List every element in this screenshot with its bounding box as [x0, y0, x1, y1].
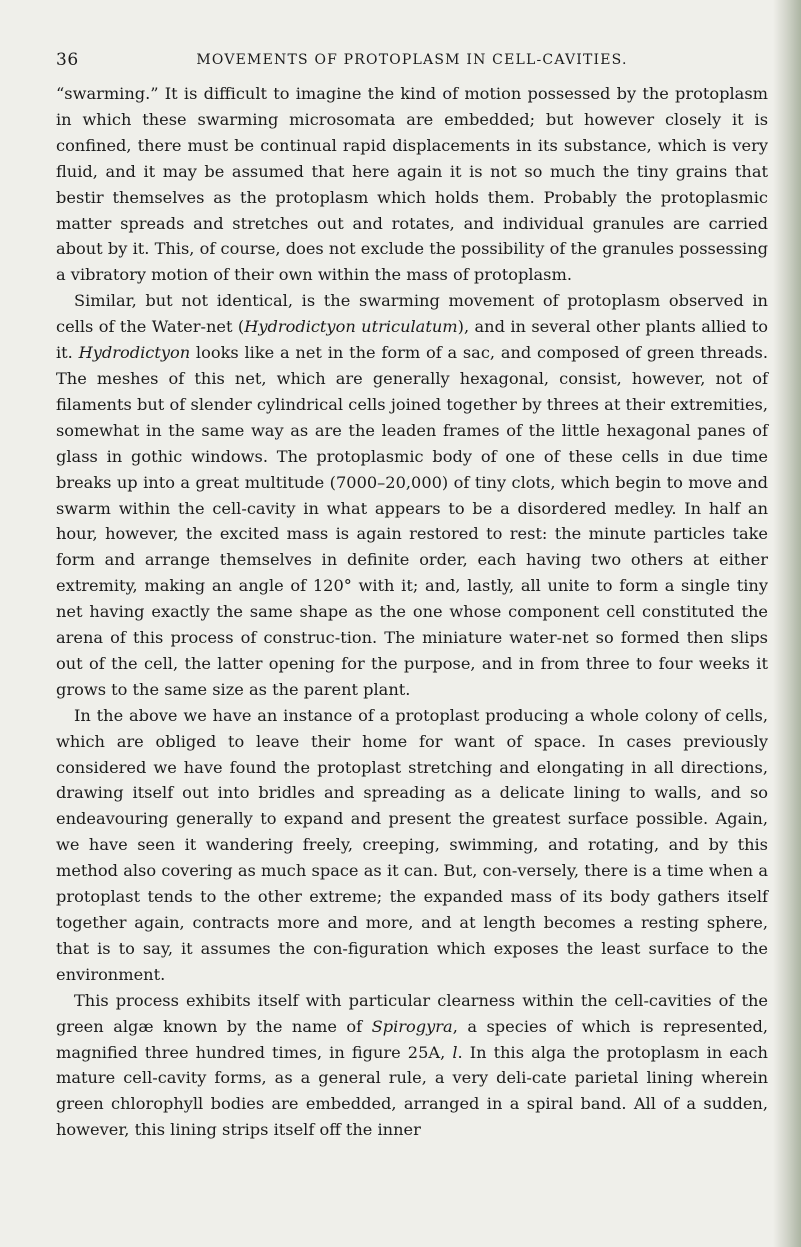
italic-text: Hydrodictyon	[78, 343, 191, 363]
page-number: 36	[56, 50, 79, 70]
running-title: MOVEMENTS OF PROTOPLASM IN CELL-CAVITIES.	[196, 52, 628, 68]
italic-text: Hydrodictyon utriculatum	[244, 317, 458, 337]
page-header	[56, 50, 768, 74]
text-run: A	[428, 1042, 441, 1062]
text-run: This process exhibits itself with particular clearness within the cell-cavities of the green algæ known by the name of	[56, 990, 768, 1036]
text-run: looks like a net in the form of a sac, and composed of green threads. The meshes of this net, which are generally hexagonal, consist, however, not of filaments but of slender cylindrical cells joined together by threes at their extremities, somewhat in the same way as are the leaden frames of the little hexagonal panes of glass in gothic windows. The protoplasmic body of one of these cells in due time breaks up into a great multitude (7000–20,000) of tiny clots, which begin to move and swarm within the cell-cavity in what appears to be a disordered medley. In half an hour, however, the excited mass is again restored to rest: the minute particles take form and arrange themselves in definite order, each having two others at either extremity, making an angle of 120° with it; and, lastly, all unite to form a single tiny net having exactly the same shape as the one whose component cell constituted the arena of this process of construc-tion. The miniature water-net so formed then slips out of the cell, the latter opening for the purpose, and in from three to four weeks it grows to the same size as the parent plant.	[56, 343, 768, 699]
paragraph	[56, 988, 768, 1143]
text-run: In the above we have an instance of a protoplast producing a whole colony of cells, which are obliged to leave their home for want of space. In cases previously considered we have found the protoplast stretching and elongating in all directions, drawing itself out into bridles and spreading as a delicate lining to walls, and so endeavouring generally to expand and present the greatest surface possible. Again, we have seen it wandering freely, creeping, swimming, and rotating, and by this method also covering as much space as it can. But, con-versely, there is a time when a protoplast tends to the other extreme; the expanded mass of its body gathers itself together again, contracts more and more, and at length becomes a resting sphere, that is to say, it assumes the con-figuration which exposes the least surface to the environment.	[56, 705, 768, 984]
page-edge-shadow	[773, 0, 801, 1247]
text-run: ,	[440, 1042, 453, 1062]
italic-text: l	[452, 1042, 458, 1062]
paragraph	[56, 703, 768, 988]
paragraph	[56, 288, 768, 703]
text-run: , a species of which is represented, magnified three hundred times, in figure 25	[56, 1016, 768, 1062]
paragraph	[56, 81, 768, 288]
text-run: . In this alga the protoplasm in each mature cell-cavity forms, as a general rule, a very deli-cate parietal lining wherein green chlorophyll bodies are embedded, arranged in a spiral band. All of a sudden, however, this lining strips itself off the inner	[56, 1042, 768, 1140]
text-run: “swarming.” It is difficult to imagine the kind of motion possessed by the protoplasm in which these swarming microsomata are embedded; but however closely it is confined, there must be continual rapid displacements in its substance, which is very fluid, and it may be assumed that here again it is not so much the tiny grains that bestir themselves as the protoplasm which holds them. Probably the protoplasmic matter spreads and stretches out and rotates, and individual granules are carried about by it. This, of course, does not exclude the possibility of the granules possessing a vibratory motion of their own within the mass of protoplasm.	[56, 84, 768, 285]
italic-text: Spirogyra	[371, 1016, 453, 1036]
body-text	[56, 81, 768, 1143]
text-run: ), and in several other plants allied to it.	[56, 317, 769, 363]
text-run: Similar, but not identical, is the swarming movement of protoplasm observed in cells of the Water-net (	[56, 291, 768, 337]
